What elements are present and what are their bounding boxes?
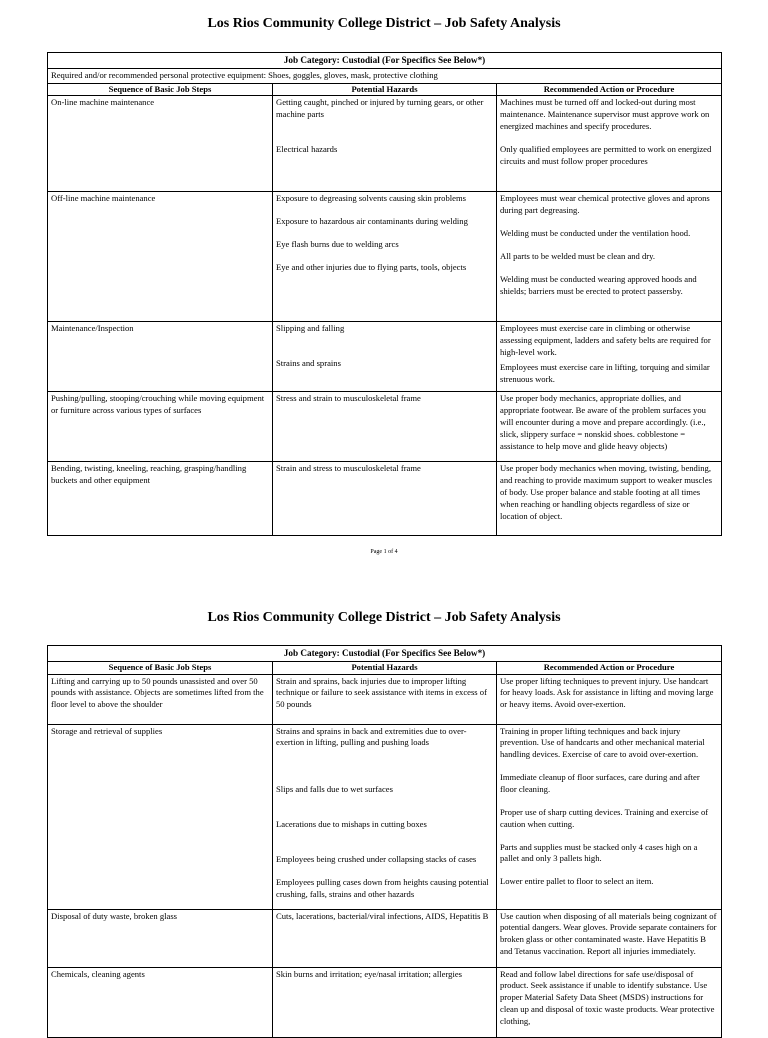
action: Welding must be conducted under the ventilation hood. [500,228,691,239]
hazard: Slips and falls due to wet surfaces [276,784,393,795]
hazards-cell [273,192,497,322]
header-row [48,83,722,96]
job-step: Maintenance/Inspection [48,322,273,392]
ppe-row [48,68,722,83]
hazard: Employees being crushed under collapsing stacks of cases [276,853,477,864]
hazard: Exposure to degreasing solvents causing skin problems [276,193,466,204]
action: Use proper body mechanics when moving, twisting, bending, and reaching to provide maximum support to weaker muscles of body. Use proper balance and stable footing at all times when reaching or handling objects regardless of size or location of object. [500,463,712,521]
hazards-cell [273,724,497,909]
action: All parts to be welded must be clean and dry. [500,250,656,261]
actions-cell [497,724,722,909]
action: Parts and supplies must be stacked only 4 cases high on a pallet and only 3 pallets high. [500,841,698,864]
table-row [48,724,722,909]
column-header: Sequence of Basic Job Steps [48,83,273,96]
job-category-row [48,646,722,662]
actions-cell [497,96,722,192]
hazards-cell [273,967,497,1037]
job-step: Chemicals, cleaning agents [48,967,273,1037]
job-safety-analysis-table [47,52,722,536]
hazard: Electrical hazards [276,144,338,155]
actions-cell [497,192,722,322]
hazard: Skin burns and irritation; eye/nasal irritation; allergies [276,968,462,979]
hazard: Cuts, lacerations, bacterial/viral infections, AIDS, Hepatitis B [276,910,489,921]
table-row [48,909,722,967]
table-row [48,96,722,192]
action: Proper use of sharp cutting devices. Training and exercise of caution when cutting. [500,806,709,829]
job-step: Pushing/pulling, stooping/crouching while moving equipment or furniture across various types of surfaces [48,392,273,462]
job-step: On-line machine maintenance [48,96,273,192]
action: Immediate cleanup of floor surfaces, care during and after floor cleaning. [500,772,700,794]
job-step: Lifting and carrying up to 50 pounds unassisted and over 50 pounds with assistance. Objects are sometimes lifted from the floor level to above the shoulder [48,674,273,724]
actions-cell [497,909,722,967]
hazard: Employees pulling cases down from heights causing potential crushing, falls, strains and other hazards [276,876,489,899]
hazards-cell [273,674,497,724]
action: Employees must wear chemical protective gloves and aprons during part degreasing. [500,193,710,216]
hazards-cell [273,462,497,536]
action: Use caution when disposing of all materials being cognizant of potential dangers. Wear gloves. Provide separate containers for broken glass or other contaminated waste. Have Hepatitis B and Tetanus vaccination. Report all injuries immediately. [500,910,717,957]
action: Employees must exercise care in lifting, torquing and similar strenuous work. [500,361,710,384]
page-number: Page 1 of 4 [370,549,398,555]
ppe-requirements: Required and/or recommended personal protective equipment: Shoes, goggles, gloves, mask, protective clothing [48,68,722,83]
action: Training in proper lifting techniques and back injury prevention. Use of handcarts and other mechanical material handling devices. Exercise of care to avoid over-exertion. [500,725,705,760]
column-header: Recommended Action or Procedure [497,83,722,96]
hazard: Strains and sprains [276,358,341,369]
job-category: Job Category: Custodial (For Specifics See Below*) [48,53,722,69]
header-row [48,661,722,674]
table-row [48,192,722,322]
table-row [48,967,722,1037]
hazard: Eye and other injuries due to flying parts, tools, objects [276,261,467,272]
hazard: Slipping and falling [276,323,345,334]
document-page-2 [0,580,768,1024]
hazards-cell [273,96,497,192]
action: Machines must be turned off and locked-out during most maintenance. Maintenance supervisor must approve work on energized machines and specify procedures. [500,97,710,132]
action: Use proper lifting techniques to prevent injury. Use handcart for heavy loads. Ask for assistance in lifting and moving large or heavy items. Avoid over-exertion. [500,675,714,710]
action: Employees must exercise care in climbing or otherwise assessing equipment, ladders and safety belts are required for high-level work. [500,323,711,358]
column-header: Recommended Action or Procedure [497,661,722,674]
table-row [48,392,722,462]
hazard: Getting caught, pinched or injured by turning gears, or other machine parts [276,97,484,120]
hazard: Stress and strain to musculoskeletal frame [276,393,421,404]
job-step: Bending, twisting, kneeling, reaching, grasping/handling buckets and other equipment [48,462,273,536]
column-header: Sequence of Basic Job Steps [48,661,273,674]
job-category-row [48,53,722,69]
job-step: Storage and retrieval of supplies [48,724,273,909]
action: Lower entire pallet to floor to select an item. [500,876,654,887]
action: Use proper body mechanics, appropriate dollies, and appropriate footwear. Be aware of the problem surfaces you will encounter during a move and prepare accordingly. (i.e., slick, slippery surface = nonskid shoes. cobblestone = assistance to help move and glide heavy objects) [500,393,706,451]
page-title: Los Rios Community College District – Job Safety Analysis [207,16,561,31]
actions-cell [497,674,722,724]
action: Read and follow label directions for safe use/disposal of product. Seek assistance if unable to identify substance. Use proper Material Safety Data Sheet (MSDS) instructions for clean up and disposal of toxic waste products. Wear protective clothing, [500,968,715,1026]
hazards-cell [273,909,497,967]
table-row [48,322,722,392]
job-step: Off-line machine maintenance [48,192,273,322]
hazard: Strain and sprains, back injuries due to improper lifting technique or failure to seek assistance with items in excess of 50 pounds [276,675,487,710]
actions-cell [497,462,722,536]
actions-cell [497,392,722,462]
page-title: Los Rios Community College District – Job Safety Analysis [207,610,561,625]
table-row [48,674,722,724]
hazard: Exposure to hazardous air contaminants during welding [276,216,468,227]
actions-cell [497,967,722,1037]
job-category: Job Category: Custodial (For Specifics See Below*) [48,646,722,662]
table-row [48,462,722,536]
column-header: Potential Hazards [273,661,497,674]
hazards-cell [273,322,497,392]
hazard: Strains and sprains in back and extremities due to over-exertion in lifting, pulling and pushing loads [276,725,467,748]
hazard: Strain and stress to musculoskeletal frame [276,463,421,474]
column-header: Potential Hazards [273,83,497,96]
action: Welding must be conducted wearing approved hoods and shields; barriers must be erected to protect passersby. [500,273,697,296]
actions-cell [497,322,722,392]
job-safety-analysis-table [47,645,722,1038]
hazard: Lacerations due to mishaps in cutting boxes [276,819,427,830]
hazards-cell [273,392,497,462]
hazard: Eye flash burns due to welding arcs [276,239,399,250]
action: Only qualified employees are permitted to work on energized circuits and must follow proper procedures [500,143,712,166]
job-step: Disposal of duty waste, broken glass [48,909,273,967]
